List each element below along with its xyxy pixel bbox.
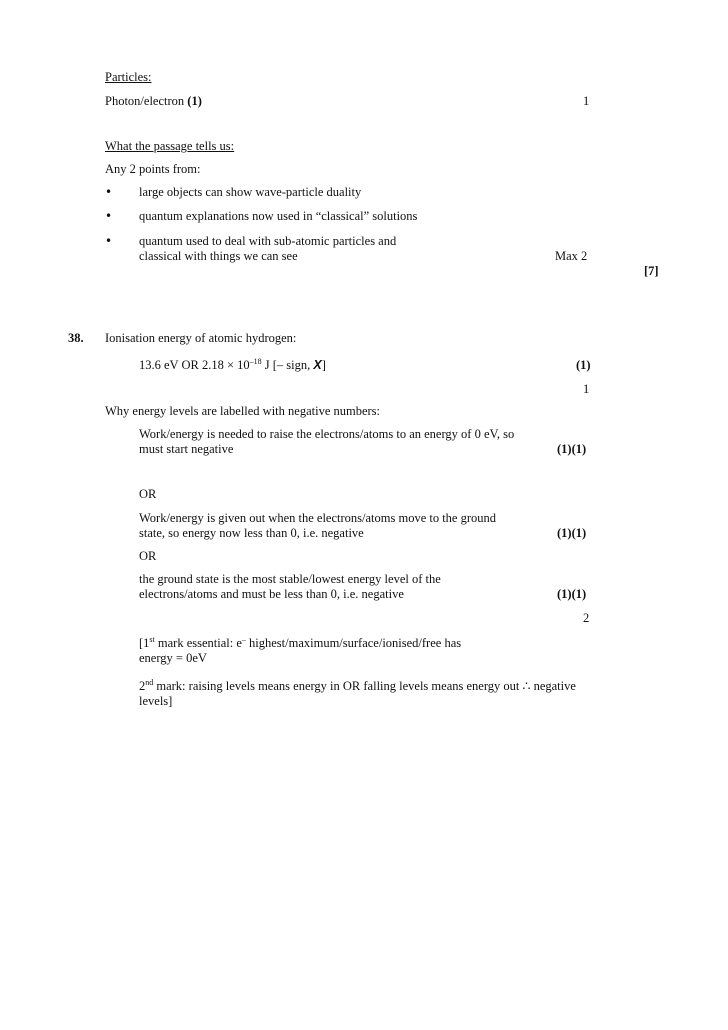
why-heading: Why energy levels are labelled with negative numbers: bbox=[105, 404, 381, 418]
note-2-superscript: nd bbox=[145, 678, 154, 687]
note-2-line2: levels] bbox=[139, 694, 173, 708]
or-divider-2: OR bbox=[139, 549, 157, 563]
why-option1-line1: Work/energy is needed to raise the electrons/atoms to an energy of 0 eV, so bbox=[139, 427, 515, 441]
passage-point-3-cont: classical with things we can see bbox=[139, 249, 298, 263]
particles-answer-mark: (1) bbox=[187, 94, 202, 108]
particles-marks: 1 bbox=[583, 94, 590, 108]
note-1-line2: energy = 0eV bbox=[139, 651, 207, 665]
note-2-text: mark: raising levels means energy in OR falling levels means energy out ∴ negative bbox=[153, 679, 576, 693]
passage-point-1: large objects can show wave-particle duality bbox=[139, 185, 362, 199]
electron-superscript: – bbox=[241, 635, 246, 644]
passage-total: [7] bbox=[644, 264, 659, 278]
ionisation-answer-after: J [– sign, bbox=[261, 358, 314, 372]
ionisation-answer bbox=[139, 358, 326, 373]
note-2-number: 2 bbox=[139, 679, 146, 693]
note-1-line1 bbox=[139, 636, 461, 651]
particles-heading: Particles: bbox=[105, 70, 152, 84]
why-option3-line1: the ground state is the most stable/lowest energy level of the bbox=[139, 572, 441, 586]
ionisation-marks: 1 bbox=[583, 382, 590, 396]
ionisation-heading: Ionisation energy of atomic hydrogen: bbox=[105, 331, 297, 345]
why-option3-line2: electrons/atoms and must be less than 0, i.e. negative bbox=[139, 587, 404, 601]
question-number: 38. bbox=[68, 331, 84, 345]
passage-intro: Any 2 points from: bbox=[105, 162, 201, 176]
why-option2-line2: state, so energy now less than 0, i.e. negative bbox=[139, 526, 364, 540]
cross-mark: X bbox=[313, 358, 322, 372]
passage-point-2: quantum explanations now used in “classical” solutions bbox=[139, 209, 418, 223]
ionisation-answer-text: 13.6 eV OR 2.18 × 10 bbox=[139, 358, 250, 372]
why-option1-line2: must start negative bbox=[139, 442, 234, 456]
particles-answer bbox=[105, 94, 202, 109]
why-option2-line1: Work/energy is given out when the electrons/atoms move to the ground bbox=[139, 511, 497, 525]
note-1-text: mark essential: e bbox=[154, 636, 242, 650]
ionisation-exponent: –18 bbox=[249, 357, 262, 366]
bullet-3: • bbox=[105, 234, 113, 248]
note-2-line1 bbox=[139, 679, 576, 694]
bullet-1: • bbox=[105, 185, 113, 199]
passage-point-3: quantum used to deal with sub-atomic particles and bbox=[139, 234, 397, 248]
passage-heading: What the passage tells us: bbox=[105, 139, 235, 153]
particles-answer-text: Photon/electron bbox=[105, 94, 185, 108]
why-marks: 2 bbox=[583, 611, 590, 625]
ionisation-bracket-close: ] bbox=[321, 358, 326, 372]
why-option2-mark: (1)(1) bbox=[557, 526, 587, 540]
why-option1-mark: (1)(1) bbox=[557, 442, 587, 456]
why-option3-mark: (1)(1) bbox=[557, 587, 587, 601]
note-1-rest: highest/maximum/surface/ionised/free has bbox=[245, 636, 462, 650]
passage-max-marks: Max 2 bbox=[555, 249, 588, 263]
or-divider-1: OR bbox=[139, 487, 157, 501]
bullet-2: • bbox=[105, 209, 113, 223]
note-1-superscript: st bbox=[149, 635, 155, 644]
note-1-open: [1 bbox=[139, 636, 150, 650]
ionisation-mark: (1) bbox=[576, 358, 591, 372]
